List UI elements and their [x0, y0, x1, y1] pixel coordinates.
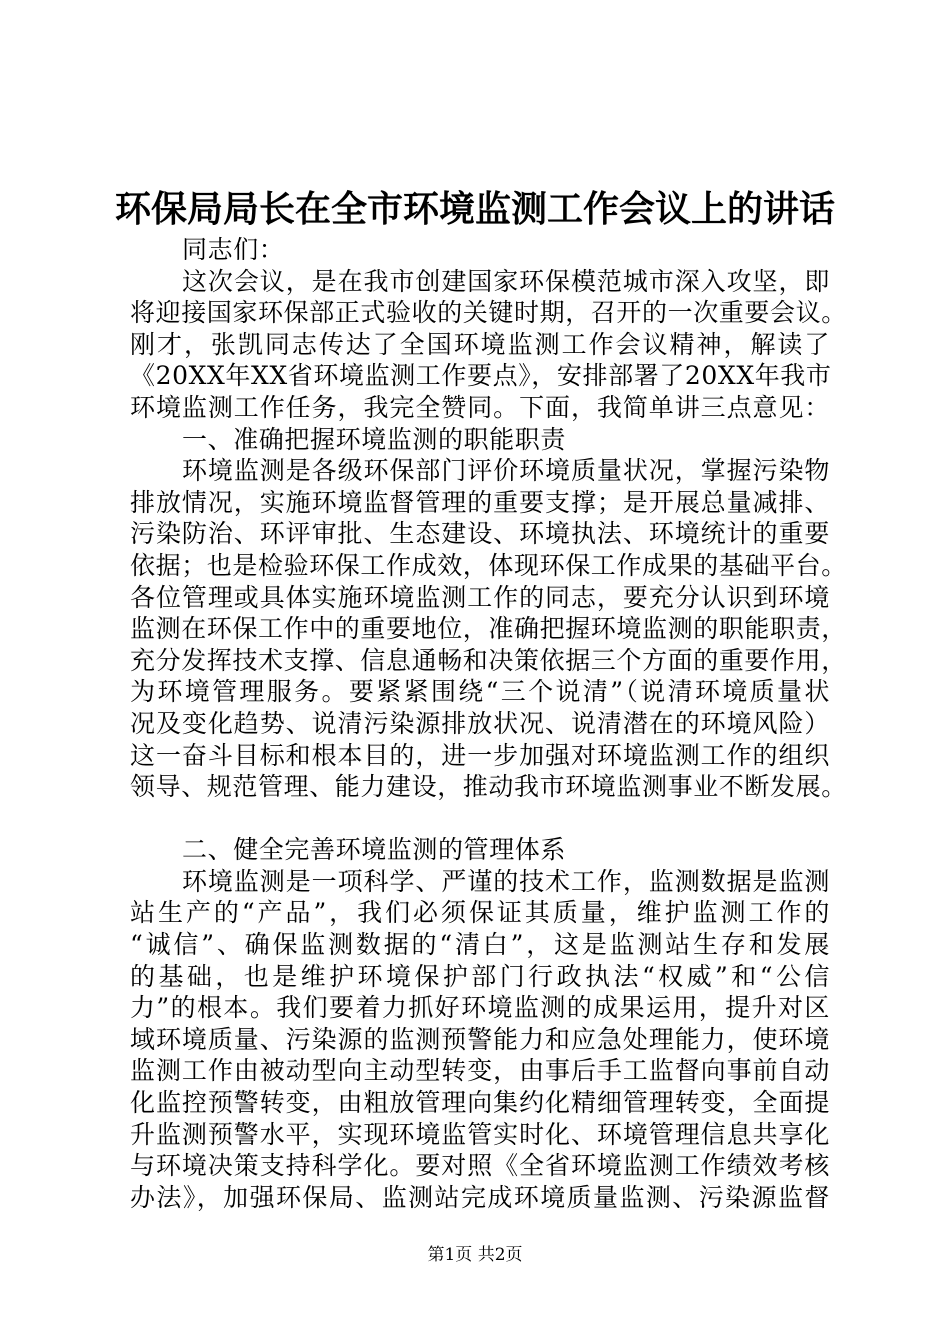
- page-number-footer: 第1页 共2页: [427, 1245, 523, 1265]
- paragraph-line: 办法》，加强环保局、监测站完成环境质量监测、污染源监督: [130, 1182, 830, 1212]
- paragraph-line: 监测工作由被动型向主动型转变，由事后手工监督向事前自动: [130, 1056, 830, 1086]
- paragraph-line: 排放情况，实施环境监督管理的重要支撑；是开展总量减排、: [130, 487, 830, 517]
- paragraph-line: 依据；也是检验环保工作成效，体现环保工作成果的基础平台。: [130, 550, 847, 580]
- paragraph-line: 环境监测是各级环保部门评价环境质量状况，掌握污染物: [182, 456, 830, 486]
- document-body: [130, 234, 847, 1213]
- paragraph-line: 况及变化趋势、说清污染源排放状况、说清潜在的环境风险）: [130, 708, 830, 738]
- paragraph-line: 为环境管理服务。要紧紧围绕“三个说清”（说清环境质量状: [130, 677, 830, 707]
- paragraph-line: 域环境质量、污染源的监测预警能力和应急处理能力，使环境: [130, 1024, 830, 1054]
- paragraph-line: 刚才，张凯同志传达了全国环境监测工作会议精神，解读了: [130, 329, 830, 359]
- paragraph-line: 各位管理或具体实施环境监测工作的同志，要充分认识到环境: [130, 582, 830, 612]
- paragraph-line: 充分发挥技术支撑、信息通畅和决策依据三个方面的重要作用，: [130, 645, 847, 675]
- paragraph-line: 站生产的“产品”，我们必须保证其质量，维护监测工作的: [130, 898, 830, 928]
- section-heading-1: 一、准确把握环境监测的职能职责: [182, 424, 567, 454]
- paragraph-line: 化监控预警转变，由粗放管理向集约化精细管理转变，全面提: [130, 1088, 830, 1118]
- paragraph-line: 《20XX年XX省环境监测工作要点》，安排部署了20XX年我市: [130, 361, 832, 391]
- paragraph-line: 监测在环保工作中的重要地位，准确把握环境监测的职能职责，: [130, 614, 847, 644]
- paragraph-line: 这次会议，是在我市创建国家环保模范城市深入攻坚，即: [182, 266, 830, 296]
- paragraph-line: 环境监测工作任务，我完全赞同。下面，我简单讲三点意见：: [130, 392, 830, 422]
- paragraph-line: 的基础，也是维护环境保护部门行政执法“权威”和“公信: [130, 961, 830, 991]
- paragraph-line: “诚信”、确保监测数据的“清白”，这是监测站生存和发展: [130, 930, 830, 960]
- paragraph-line: 升监测预警水平，实现环境监管实时化、环境管理信息共享化: [130, 1119, 830, 1149]
- salutation-line: 同志们：: [182, 235, 285, 264]
- section-heading-2: 二、健全完善环境监测的管理体系: [182, 835, 567, 865]
- paragraph-line: 力”的根本。我们要着力抓好环境监测的成果运用，提升对区: [130, 993, 830, 1023]
- paragraph-line: 环境监测是一项科学、严谨的技术工作，监测数据是监测: [182, 866, 830, 896]
- paragraph-line: 与环境决策支持科学化。要对照《全省环境监测工作绩效考核: [130, 1151, 830, 1181]
- paragraph-line: 污染防治、环评审批、生态建设、环境执法、环境统计的重要: [130, 519, 830, 549]
- paragraph-line: 这一奋斗目标和根本目的，进一步加强对环境监测工作的组织: [130, 740, 830, 770]
- paragraph-line: 领导、规范管理、能力建设，推动我市环境监测事业不断发展。: [130, 772, 847, 802]
- document-title: 环保局局长在全市环境监测工作会议上的讲话: [114, 188, 835, 230]
- paragraph-line: 将迎接国家环保部正式验收的关键时期，召开的一次重要会议。: [130, 298, 847, 328]
- blank-line: [130, 803, 830, 835]
